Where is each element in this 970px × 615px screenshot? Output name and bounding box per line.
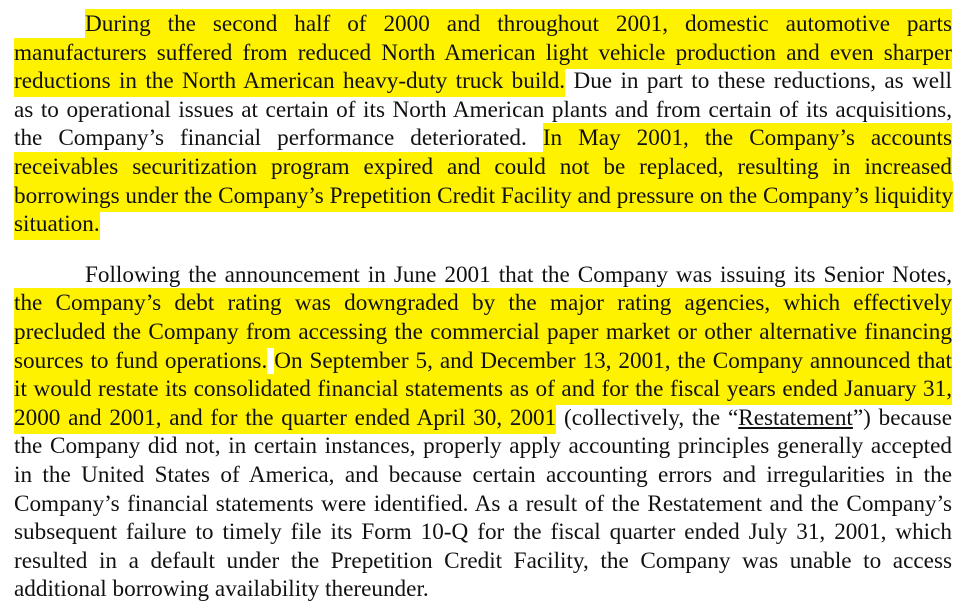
text-line (14, 153, 952, 182)
highlighted-text: it would restate its consolidated financial statements as of and for the fiscal years ended January 31, (14, 374, 952, 405)
highlighted-text: reductions in the North American heavy-duty truck build. (14, 66, 565, 97)
highlighted-text: 2000 and 2001, and for the quarter ended April 30, 2001 (14, 403, 556, 434)
highlighted-text: sources to fund operations. (14, 346, 267, 377)
text-segment: subsequent failure to timely file its Form 10-Q for the fiscal quarter ended July 31, 2001, which (14, 519, 952, 546)
highlighted-text: precluded the Company from accessing the commercial paper market or other alternative financing (14, 317, 952, 348)
paragraph-gap (14, 239, 952, 261)
text-segment: in the United States of America, and because certain accounting errors and irregularities in the (14, 461, 952, 488)
text-line (14, 261, 952, 290)
highlighted-text: borrowings under the Company’s Prepetition Credit Facility and pressure on the Company’s liquidity (14, 181, 953, 212)
text-line (14, 289, 952, 318)
underlined-term: Restatement (738, 404, 853, 431)
text-line (14, 518, 952, 547)
document-body (14, 10, 952, 604)
text-line (14, 432, 952, 461)
text-line (14, 318, 952, 347)
highlighted-text: the Company’s debt rating was downgraded by the major rating agencies, which effectively (14, 288, 952, 319)
highlighted-text: situation. (14, 209, 100, 240)
text-line (14, 210, 952, 239)
text-line (14, 547, 952, 576)
text-line (14, 575, 952, 604)
text-segment: Company’s financial statements were identified. As a result of the Restatement and the Company’s (14, 490, 952, 517)
highlighted-text: manufacturers suffered from reduced North American light vehicle production and even sharper (14, 38, 952, 69)
text-line (14, 124, 952, 153)
text-line (14, 67, 952, 96)
text-segment: the Company did not, in certain instances, properly apply accounting principles generally accepted (14, 433, 952, 460)
text-line (14, 375, 952, 404)
text-segment: ”) because (852, 404, 952, 431)
text-line (14, 404, 952, 433)
highlighted-text: receivables securitization program expired and could not be replaced, resulting in increased (14, 152, 952, 183)
paragraph-1 (14, 10, 952, 239)
text-segment: the Company’s financial performance deteriorated. (14, 125, 543, 152)
text-segment: Due in part to these reductions, as well (565, 68, 952, 95)
text-line (14, 490, 952, 519)
text-line (14, 347, 952, 376)
text-segment: as to operational issues at certain of its North American plants and from certain of its acquisitions, (14, 96, 952, 123)
text-segment: Following the announcement in June 2001 that the Company was issuing its Senior Notes, (85, 261, 952, 288)
paragraph-2 (14, 261, 952, 604)
text-line (14, 461, 952, 490)
text-line (14, 10, 952, 39)
text-segment: resulted in a default under the Prepetition Credit Facility, the Company was unable to access (14, 547, 952, 574)
text-segment: additional borrowing availability thereunder. (14, 576, 429, 603)
text-line (14, 39, 952, 68)
text-line (14, 96, 952, 125)
text-segment: (collectively, the “ (556, 404, 739, 431)
highlighted-text: On September 5, and December 13, 2001, the Company announced that (274, 346, 952, 377)
highlighted-text: In May 2001, the Company’s accounts (543, 123, 952, 154)
highlighted-text: During the second half of 2000 and throughout 2001, domestic automotive parts (85, 9, 952, 40)
text-line (14, 182, 952, 211)
